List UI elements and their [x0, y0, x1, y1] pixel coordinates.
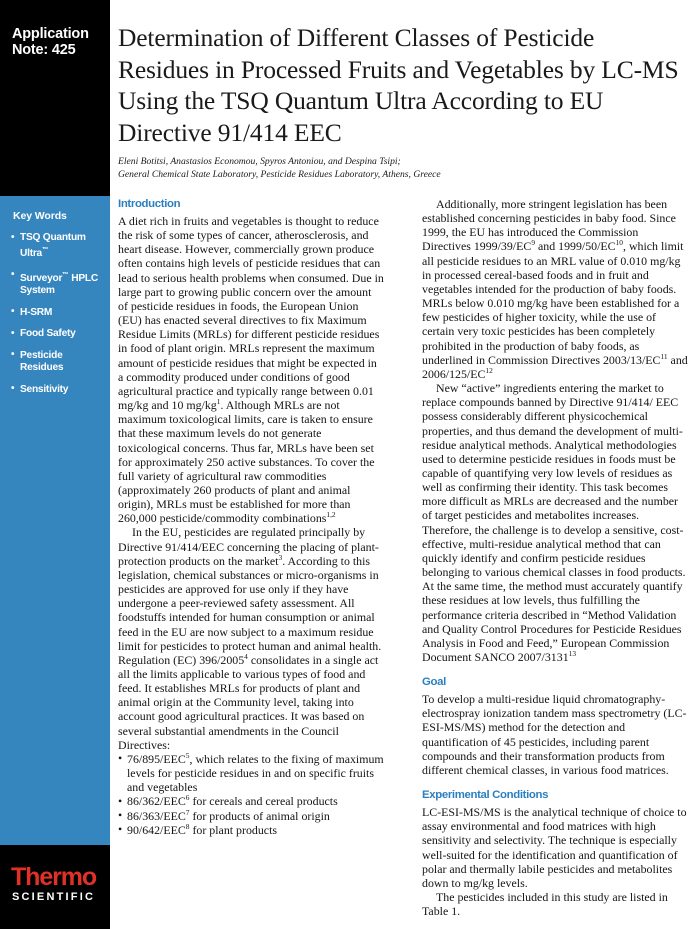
paragraph-text: Additionally, more stringent legislation has been established concerning pesticides in baby food. Since 1999, the EU has introduced the Commission Directives 1999/39/EC	[422, 197, 676, 254]
keyword-label: TSQ Quantum Ultra™	[20, 232, 86, 259]
keyword-item	[11, 350, 108, 375]
keyword-label: H-SRM	[20, 306, 53, 318]
affiliation: General Chemical State Laboratory, Pesticide Residues Laboratory, Athens, Greece	[118, 168, 441, 180]
application-note-label: Application Note: 425	[12, 26, 89, 58]
footnote-ref: 11	[660, 351, 668, 361]
keyword-label: Surveyor™ HPLC System	[20, 271, 98, 297]
footnote-ref: 12	[485, 365, 493, 375]
paragraph-text: . Although MRLs are not maximum toxicological limits, care is taken to ensure that these maximum levels do not generate toxicological concerns. Thus far, MRLs have been set for approximately 250 active substances. To cover the full variety of agricultural raw commodities (approximately 260 products of plant and animal origin), MRLs must be established for more than 260,000 pesticide/commodity combinations	[118, 398, 375, 526]
footnote-ref: 13	[568, 649, 577, 658]
directive-text: , which relates to the fixing of maximum levels for pesticide residues in and on specific fruits and vegetables	[127, 751, 384, 795]
footnote-ref: 4	[244, 651, 248, 661]
byline	[118, 156, 688, 181]
paragraph	[118, 525, 384, 752]
directive-text: for products of animal origin	[189, 808, 330, 823]
footnote-ref: 1	[216, 397, 221, 407]
keywords-panel	[0, 196, 110, 845]
keyword-label: Food Safety	[20, 328, 76, 340]
trademark-icon: ™	[41, 246, 49, 254]
trademark-icon: ™	[62, 271, 69, 279]
footnote-ref: 7	[185, 807, 190, 817]
keyword-label: Pesticide Residues	[20, 349, 64, 374]
paragraph-text: New “active” ingredients entering the market to replace compounds banned by Directive 91/414/ EEC possess considerably different physicochemical properties, and thus demand the development of multi-residue analytical methods. Analytical methodologies used to determine pesticide residues in foods must be capable of quantifying very low levels of residues as well as confirming their identity. This task becomes more difficult as MRLs are decreased and the number of target pesticides and metabolites increases. Therefore, the challenge is to develop a sensitive, cost-effective, multi-residue analytical method that can quickly identify and confirm pesticide residues belonging to various chemical classes in food products. At the same time, the method must accurately quantify these residues at low levels, thus fulfilling the performance criteria described in “Method Validation and Quality Control Procedures for Pesticide Residues Analysis in Food and Feed,” European Commission Document SANCO 2007/3131	[422, 381, 686, 664]
left-rail	[0, 0, 110, 929]
keyword-label: Sensitivity	[20, 383, 69, 395]
paragraph	[422, 197, 688, 381]
footnote-ref: 9	[531, 238, 536, 248]
body-columns	[118, 197, 688, 919]
paragraph: LC-ESI-MS/MS is the analytical technique of choice to assay environmental and food matrices with high sensitivity and selectivity. The technique is especially well-suited for the identification and quantification of polar and thermally labile pesticides and metabolites down to mg/kg levels.	[422, 805, 687, 890]
directives-list	[118, 752, 384, 837]
column-left	[118, 197, 384, 837]
keyword-item	[11, 307, 108, 320]
footnote-ref: 1,2	[326, 510, 336, 520]
paragraph-text: , which limit all pesticide residues to an MRL value of 0.010 mg/kg in processed cereal-based foods and in fruit and vegetables intended for the production of baby foods. MRLs below 0.010 mg/kg have been established for a few pesticides of higher toxicity, while the use of certain very toxic pesticides has been completely prohibited in the production of baby foods, as underlined in Commission Directives 2003/13/EC	[422, 239, 684, 367]
paragraph-text: and 2006/125/EC	[422, 352, 688, 381]
footnote-ref: 5	[185, 750, 190, 760]
author-list: Eleni Botitsi, Anastasios Economou, Spyros Antoniou, and Despina Tsipi;	[118, 156, 401, 167]
rail-header-block	[0, 0, 110, 196]
list-item	[118, 752, 384, 794]
directive-code: 90/642/EEC	[127, 822, 186, 837]
keywords-list	[11, 232, 108, 405]
directive-code: 86/362/EEC	[127, 794, 186, 809]
paragraph-text: . According to this legislation, chemical substances or micro-organisms in pesticides are approved for use only if they have undergone a peer-reviewed safety assessment. All foodstuffs intended for human consumption or animal feed in the EU are now subject to a maximum residue limit for pesticides to protect human and animal health. Regulation (EC) 396/2005	[118, 553, 382, 667]
keyword-item	[11, 384, 108, 397]
paragraph-text: consolidates in a single act all the limits applicable to various types of food and feed. It establishes MRLs for products of plant and animal origin at the Community level, taking into account good agricultural practices. It was based on several substantial amendments in the Council Directives:	[118, 652, 379, 752]
paragraph-text: and 1999/50/EC	[535, 239, 616, 254]
logo-scientific-wordmark: SCIENTIFIC	[12, 891, 96, 903]
keyword-item	[11, 328, 108, 341]
section-heading-introduction: Introduction	[118, 198, 181, 210]
column-right	[422, 197, 688, 918]
keywords-title: Key Words	[13, 210, 67, 222]
footnote-ref: 6	[185, 793, 190, 803]
paragraph: The pesticides included in this study are listed in Table 1.	[422, 890, 668, 919]
paragraph-text: In the EU, pesticides are regulated principally by Directive 91/414/EEC concerning the placing of plant-protection products on the market	[118, 525, 379, 568]
list-item	[118, 794, 384, 808]
logo-thermo-wordmark: Thermo	[11, 863, 97, 891]
directive-code: 76/895/EEC	[127, 751, 186, 766]
paragraph-text: A diet rich in fruits and vegetables is thought to reduce the risk of some types of cancer, atherosclerosis, and heart disease. However, commercially grown produce often contains high levels of pesticide residues that can lead to serious health problems when consumed. Due in large part to growing public concern over the amount of pesticide residues in foods, the European Union (EU) has enacted several directives to fix Maximum Residue Limits (MRLs) for different pesticide residues in food of plant origin. MRLs represent the maximum amount of pesticide residues that might be expected in a commodity produced under conditions of good agricultural practice and typically range between 0.01 mg/kg and 10 mg/kg	[118, 214, 384, 413]
keyword-item	[11, 269, 108, 297]
footnote-ref: 3	[278, 552, 283, 562]
title-block	[118, 22, 688, 181]
list-item	[118, 823, 384, 837]
directive-code: 86/363/EEC	[127, 808, 186, 823]
paragraph	[422, 381, 688, 664]
list-item	[118, 809, 384, 823]
section-heading-goal: Goal	[422, 676, 446, 689]
paragraph: To develop a multi-residue liquid chromatography-electrospray ionization tandem mass spectrometry (LC-ESI-MS/MS) method for the detection and quantification of 45 pesticides, including parent compounds and their transformation products from different chemical classes, in various food matrices.	[422, 692, 687, 777]
footnote-ref: 8	[185, 821, 190, 831]
footnote-ref: 10	[615, 238, 623, 248]
page-title: Determination of Different Classes of Pesticide Residues in Processed Fruits and Vegetables by LC-MS Using the TSQ Quantum Ultra According to EU Directive 91/414 EEC	[118, 23, 679, 147]
directive-text: for cereals and cereal products	[189, 794, 338, 809]
thermo-scientific-logo	[0, 845, 110, 929]
directive-text: for plant products	[189, 822, 278, 837]
keyword-item	[11, 232, 108, 260]
paragraph	[118, 214, 384, 525]
section-heading-experimental-conditions: Experimental Conditions	[422, 789, 549, 802]
